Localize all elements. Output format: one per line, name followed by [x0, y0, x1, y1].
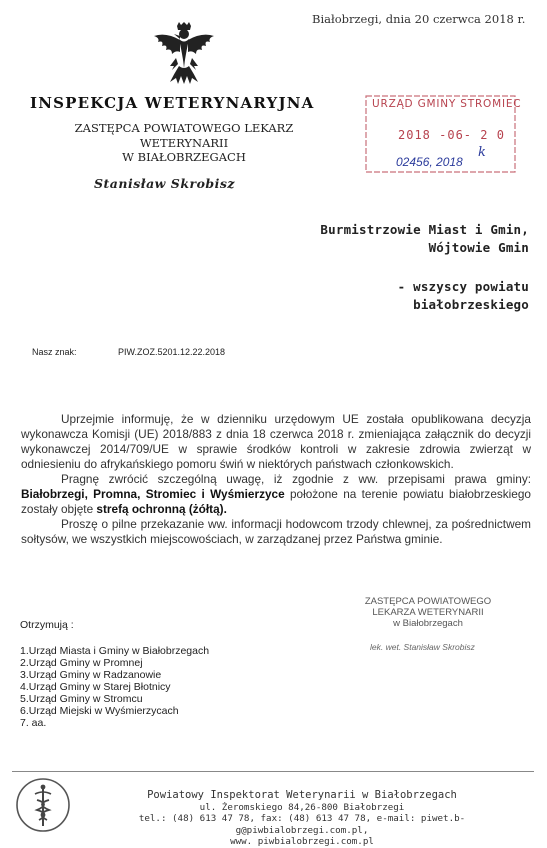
footer-line: tel.: (48) 613 47 78, fax: (48) 613 47 78, e-mail: piwet.b-g@piwbialobrzegi.com.pl, — [138, 813, 466, 836]
veterinary-caduceus-icon — [14, 776, 72, 834]
footer-line: www. piwbialobrzegi.com.pl — [230, 836, 374, 847]
addressee-line: Burmistrzowie Miast i Gmin, — [320, 222, 529, 237]
signature-line: w Białobrzegach — [393, 618, 463, 629]
recipients-title: Otrzymują : — [20, 619, 74, 631]
footer-line: ul. Żeromskiego 84,26-800 Białobrzegi — [199, 801, 405, 813]
deputy-title — [54, 121, 314, 165]
paragraph-text: Pragnę zwrócić szczególną uwagę, iż zgodnie z ww. przepisami prawa gminy: — [61, 472, 531, 486]
letter-body — [21, 412, 531, 547]
reference-label: Nasz znak: — [32, 347, 77, 357]
municipalities: Białobrzegi, Promna, Stromiec i Wyśmierzyce — [21, 487, 285, 501]
stamp-number: 02456, 2018 — [396, 155, 463, 169]
paragraph: Proszę o pilne przekazanie ww. informacji hodowcom trzody chlewnej, za pośrednictwem sołtysów, we wszystkich miejscowościach, w zarządzanej przez Państwa gminie. — [21, 517, 531, 546]
list-item: 7. aa. — [20, 717, 47, 729]
deputy-line: W BIAŁOBRZEGACH — [122, 150, 246, 164]
deputy-line: ZASTĘPCA POWIATOWEGO LEKARZ — [74, 121, 294, 135]
signature-name: lek. wet. Stanisław Skrobisz — [370, 642, 475, 652]
addressee-line: - wszyscy powiatu — [397, 279, 529, 294]
list-item: 6.Urząd Miejski w Wyśmierzycach — [20, 705, 179, 717]
list-item: 2.Urząd Gminy w Promnej — [20, 657, 143, 669]
stamp-initial: k — [478, 145, 486, 160]
reference-value: PIW.ZOZ.5201.12.22.2018 — [118, 347, 226, 357]
footer-divider — [12, 771, 534, 772]
city-date: Białobrzegi, dnia 20 czerwca 2018 r. — [312, 12, 526, 26]
list-item: 5.Urząd Gminy w Stromcu — [20, 693, 143, 705]
paragraph: Uprzejmie informuję, że w dzienniku urzędowym UE została opublikowana decyzja wykonawcza Komisji (UE) 2018/883 z dnia 18 czerwca 2018 r. zmieniająca załącznik do decyzji wykonawczej 2014/709/UE w sprawie środków kontroli w zakresie zdrowia zwierząt w odniesieniu do afrykańskiego pomoru świń w niektórych państwach członkowskich. — [21, 412, 531, 471]
signature-line: LEKARZA WETERYNARII — [372, 607, 484, 618]
institution-title: INSPEKCJA WETERYNARYJNA — [30, 94, 315, 112]
list-item: 4.Urząd Gminy w Starej Błotnicy — [20, 681, 171, 693]
list-item: 1.Urząd Miasta i Gminy w Białobrzegach — [20, 645, 210, 657]
stamp-date: 2018 -06- 2 0 — [398, 128, 505, 142]
stamp-office: URZĄD GMINY STROMIEC — [372, 98, 522, 110]
signature-stamp — [348, 596, 508, 629]
paragraph — [21, 472, 531, 517]
deputy-line: WETERYNARII — [139, 135, 229, 150]
paragraph-text: położone na terenie powiatu białobrzeskiego zostały objęte — [21, 487, 531, 516]
recipients-list — [20, 645, 209, 729]
footer-contact — [82, 790, 522, 848]
polish-eagle-emblem — [150, 22, 218, 90]
protection-zone: strefą ochronną (żółtą). — [96, 502, 227, 516]
addressee-line: białobrzeskiego — [413, 297, 529, 312]
addressee-line: Wójtowie Gmin — [428, 240, 529, 255]
deputy-name: Stanisław Skrobisz — [94, 176, 236, 191]
signature-line: ZASTĘPCA POWIATOWEGO — [364, 596, 492, 607]
footer-line: Powiatowy Inspektorat Weterynarii w Białobrzegach — [147, 789, 457, 801]
list-item: 3.Urząd Gminy w Radzanowie — [20, 669, 162, 681]
